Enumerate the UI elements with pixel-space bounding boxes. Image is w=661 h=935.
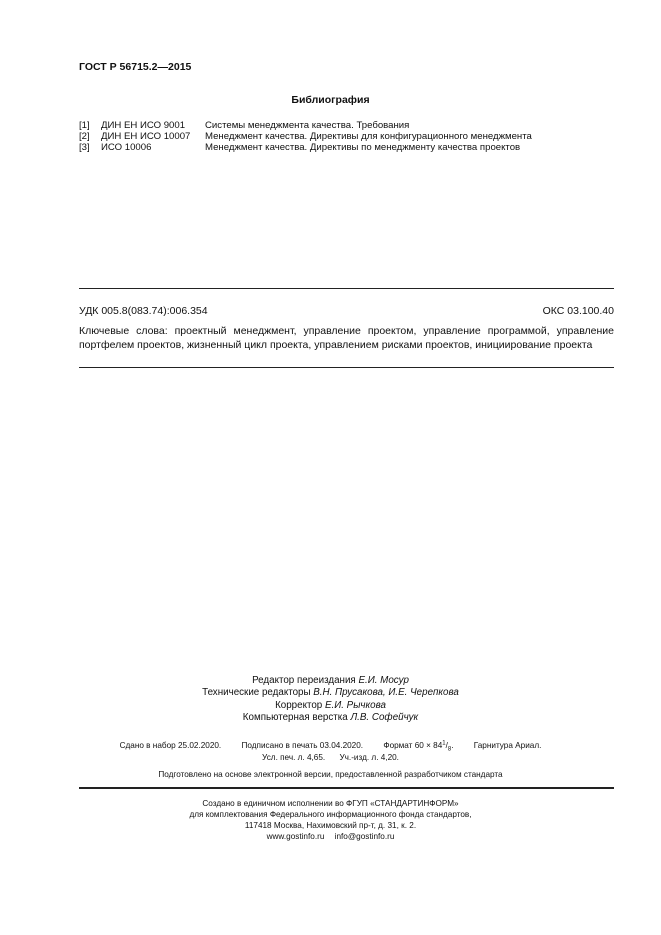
bibliography-item-code: ДИН ЕН ИСО 9001 <box>101 120 186 131</box>
publisher-website-link[interactable]: www.gostinfo.ru <box>266 832 325 841</box>
bibliography-item-number: [2] <box>79 131 90 142</box>
imprint-line-1 <box>0 740 661 752</box>
bibliography-item-code: ИСО 10006 <box>101 142 152 153</box>
imprint-line-2 <box>0 753 661 762</box>
imprint-format-suffix: . <box>451 740 454 750</box>
imprint-signed: Подписано в печать 03.04.2020. <box>241 740 364 750</box>
divider-bottom <box>79 787 614 789</box>
imprint-publ-sheets: Уч.-изд. л. 4,20. <box>339 753 399 762</box>
imprint-format-sup: 1 <box>442 740 446 746</box>
credit-line <box>0 700 661 712</box>
divider-middle <box>79 367 614 368</box>
publisher-links <box>0 831 661 842</box>
credit-names: В.Н. Прусакова, И.Е. Черепкова <box>313 687 459 699</box>
credit-role: Технические редакторы <box>202 687 311 699</box>
credit-role: Редактор переиздания <box>252 675 356 686</box>
publisher-email-link[interactable]: info@gostinfo.ru <box>334 832 395 841</box>
credit-role: Корректор <box>275 699 323 711</box>
standard-id: ГОСТ Р 56715.2—2015 <box>79 61 192 73</box>
udk-code: УДК 005.8(083.74):006.354 <box>79 305 208 317</box>
publisher-block <box>0 798 661 842</box>
credit-role: Компьютерная верстка <box>242 712 348 724</box>
bibliography-item-code: ДИН ЕН ИСО 10007 <box>101 131 191 142</box>
credit-line <box>0 712 661 724</box>
keywords-label: Ключевые слова: <box>79 325 168 337</box>
divider-top <box>79 288 614 289</box>
credit-line <box>0 687 661 699</box>
credit-names: Е.И. Мосур <box>358 675 409 686</box>
credit-line <box>0 675 661 687</box>
bibliography-item-title: Менеджмент качества. Директивы для конфигурационного менеджмента <box>205 131 532 142</box>
imprint-print-sheets: Усл. печ. л. 4,65. <box>262 753 326 762</box>
prepared-note: Подготовлено на основе электронной версии, предоставленной разработчиком стандарта <box>158 770 503 779</box>
imprint-format: Формат $60 \times 84^1/_8$. <box>383 740 454 753</box>
oks-code: ОКС 03.100.40 <box>542 305 614 317</box>
imprint-format-prefix: Формат 60 × 84 <box>383 740 443 750</box>
imprint-format-sub: 8 <box>447 746 452 753</box>
credit-names: Е.И. Рычкова <box>324 699 386 711</box>
keywords-text: проектный менеджмент, управление проектом, управление программой, управление портфелем проектов, жизненный цикл проекта, управлением рисками проектов, инициирование проекта <box>79 325 614 351</box>
keywords-paragraph <box>79 325 614 352</box>
imprint-font: Гарнитура Ариал. <box>473 740 542 750</box>
publisher-line: для комплектования Федерального информационного фонда стандартов, <box>189 810 472 819</box>
bibliography-item-title: Системы менеджмента качества. Требования <box>205 120 410 131</box>
publisher-line: Создано в единичном исполнении во ФГУП «СТАНДАРТИНФОРМ» <box>202 799 459 808</box>
imprint-typeset: Сдано в набор 25.02.2020. <box>119 740 222 750</box>
bibliography-item-number: [3] <box>79 142 90 153</box>
credits-block <box>0 675 661 725</box>
bibliography-item-title: Менеджмент качества. Директивы по менеджменту качества проектов <box>205 142 521 153</box>
bibliography-item-number: [1] <box>79 120 90 131</box>
bibliography-title: Библиография <box>291 94 370 106</box>
publisher-address: 117418 Москва, Нахимовский пр-т, д. 31, к. 2. <box>244 821 417 830</box>
credit-names: Л.В. Софейчук <box>350 712 419 724</box>
